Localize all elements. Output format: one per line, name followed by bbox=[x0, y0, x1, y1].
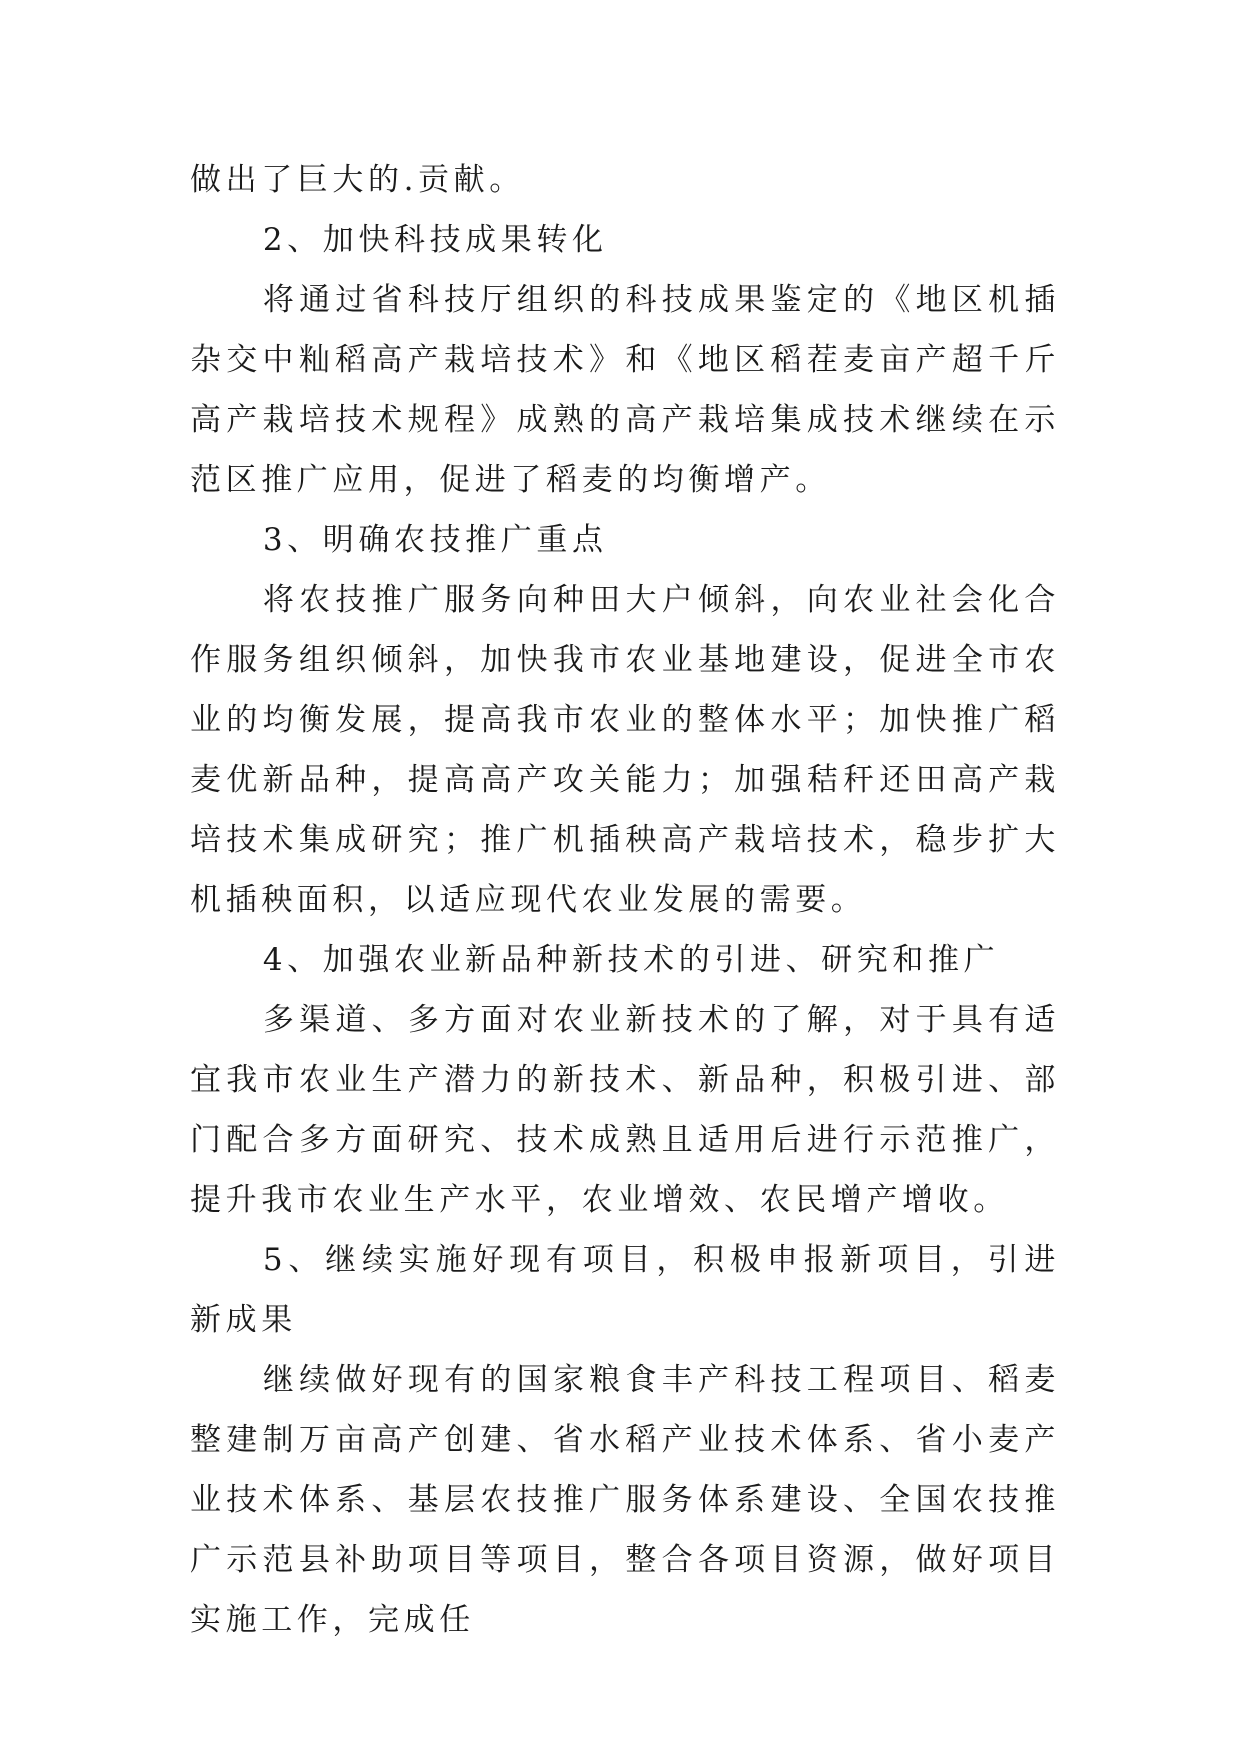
paragraph-section-2: 将通过省科技厅组织的科技成果鉴定的《地区机插杂交中籼稻高产栽培技术》和《地区稻茬麦亩产超千斤高产栽培技术规程》成熟的高产栽培集成技术继续在示范区推广应用，促进了稻麦的均衡增产。 bbox=[190, 282, 1060, 498]
document-body bbox=[190, 150, 1060, 1650]
paragraph-section-5: 继续做好现有的国家粮食丰产科技工程项目、稻麦整建制万亩高产创建、省水稻产业技术体系、省小麦产业技术体系、基层农技推广服务体系建设、全国农技推广示范县补助项目等项目，整合各项目资源，做好项目实施工作，完成任 bbox=[190, 1362, 1060, 1638]
section-heading-4: 4、加强农业新品种新技术的引进、研究和推广 bbox=[262, 942, 1000, 978]
section-heading-2: 2、加快科技成果转化 bbox=[262, 222, 608, 258]
paragraph-section-3: 将农技推广服务向种田大户倾斜，向农业社会化合作服务组织倾斜，加快我市农业基地建设，促进全市农业的均衡发展，提高我市农业的整体水平；加快推广稻麦优新品种，提高高产攻关能力；加强秸秆还田高产栽培技术集成研究；推广机插秧高产栽培技术，稳步扩大机插秧面积，以适应现代农业发展的需要。 bbox=[190, 582, 1060, 918]
paragraph-continuation: 做出了巨大的.贡献。 bbox=[190, 162, 525, 198]
paragraph-section-4: 多渠道、多方面对农业新技术的了解，对于具有适宜我市农业生产潜力的新技术、新品种，积极引进、部门配合多方面研究、技术成熟且适用后进行示范推广，提升我市农业生产水平，农业增效、农民增产增收。 bbox=[190, 1002, 1060, 1218]
section-heading-5: 5、继续实施好现有项目，积极申报新项目，引进新成果 bbox=[190, 1242, 1060, 1338]
section-heading-3: 3、明确农技推广重点 bbox=[262, 522, 608, 558]
